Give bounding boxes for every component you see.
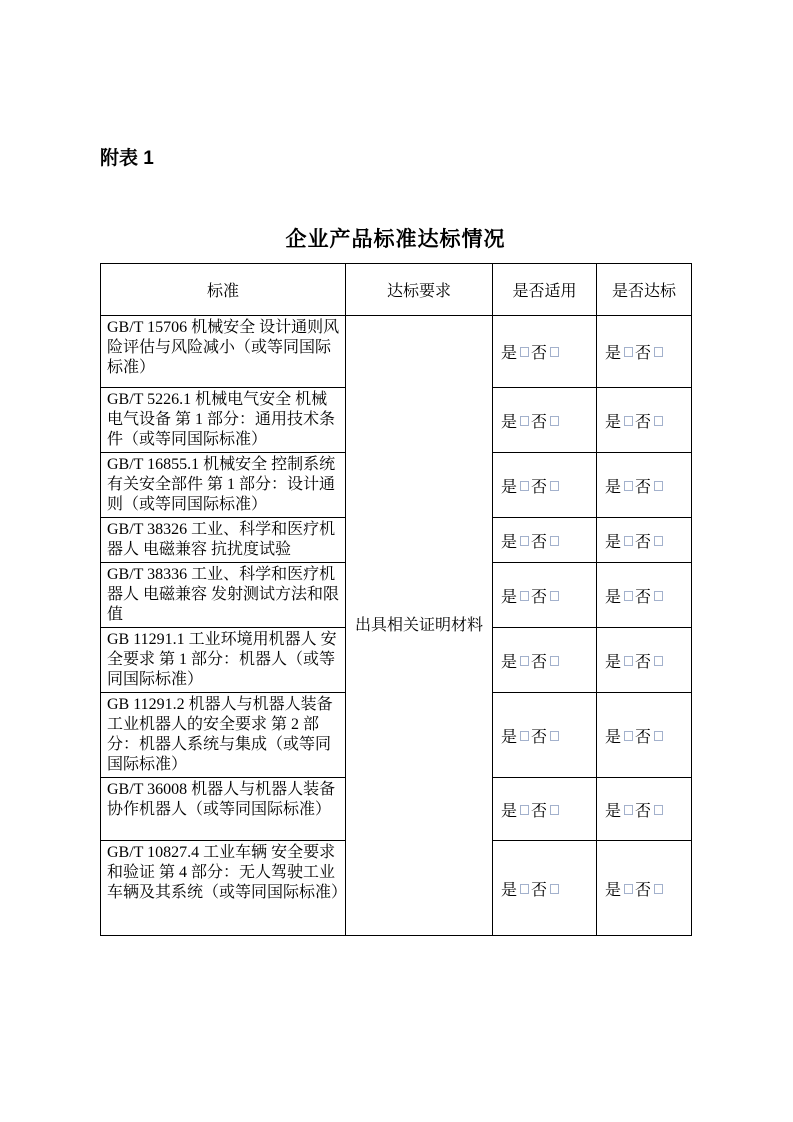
standard-cell: GB/T 38326 工业、科学和医疗机器人 电磁兼容 抗扰度试验 xyxy=(101,518,346,563)
no-label: 否 xyxy=(531,345,548,362)
no-checkbox[interactable] xyxy=(654,536,663,546)
no-label: 否 xyxy=(635,588,652,606)
applicable-cell xyxy=(493,628,597,693)
no-label: 否 xyxy=(531,728,548,746)
yes-checkbox[interactable] xyxy=(624,481,633,491)
standards-table xyxy=(100,263,692,936)
column-header-compliant: 是否达标 xyxy=(597,264,692,316)
yes-checkbox[interactable] xyxy=(520,731,529,741)
applicable-cell xyxy=(493,778,597,841)
yes-checkbox[interactable] xyxy=(624,884,633,894)
standard-cell: GB 11291.1 工业环境用机器人 安全要求 第 1 部分：机器人（或等同国际标准） xyxy=(101,628,346,693)
no-label: 否 xyxy=(531,653,548,671)
applicable-cell xyxy=(493,316,597,388)
applicable-cell xyxy=(493,453,597,518)
compliant-cell xyxy=(597,841,692,936)
column-header-standard: 标准 xyxy=(101,264,346,316)
no-label: 否 xyxy=(635,478,652,496)
yes-checkbox[interactable] xyxy=(520,347,529,357)
yes-checkbox[interactable] xyxy=(624,731,633,741)
compliant-cell xyxy=(597,453,692,518)
yes-checkbox[interactable] xyxy=(520,884,529,894)
attachment-label: 附表 1 xyxy=(100,148,154,169)
compliant-cell xyxy=(597,563,692,628)
yes-label: 是 xyxy=(501,413,518,431)
yes-checkbox[interactable] xyxy=(520,656,529,666)
applicable-cell xyxy=(493,841,597,936)
no-checkbox[interactable] xyxy=(550,656,559,666)
yes-label: 是 xyxy=(605,881,622,899)
no-checkbox[interactable] xyxy=(550,884,559,894)
no-checkbox[interactable] xyxy=(654,416,663,426)
no-checkbox[interactable] xyxy=(654,481,663,491)
applicable-cell xyxy=(493,563,597,628)
yes-label: 是 xyxy=(501,588,518,606)
yes-label: 是 xyxy=(605,345,622,362)
no-label: 否 xyxy=(635,728,652,746)
no-label: 否 xyxy=(635,802,652,820)
yes-label: 是 xyxy=(501,802,518,820)
standard-cell: GB/T 15706 机械安全 设计通则风险评估与风险减小（或等同国际标准） xyxy=(101,316,346,388)
yes-checkbox[interactable] xyxy=(624,805,633,815)
no-checkbox[interactable] xyxy=(550,536,559,546)
yes-label: 是 xyxy=(501,881,518,899)
compliant-cell xyxy=(597,316,692,388)
yes-label: 是 xyxy=(501,653,518,671)
standard-cell: GB/T 16855.1 机械安全 控制系统有关安全部件 第 1 部分：设计通则（或等同国际标准） xyxy=(101,453,346,518)
yes-checkbox[interactable] xyxy=(624,536,633,546)
no-label: 否 xyxy=(531,478,548,496)
compliant-cell xyxy=(597,518,692,563)
yes-label: 是 xyxy=(605,413,622,431)
no-checkbox[interactable] xyxy=(654,347,663,357)
yes-label: 是 xyxy=(605,478,622,496)
no-checkbox[interactable] xyxy=(550,805,559,815)
no-checkbox[interactable] xyxy=(550,347,559,357)
yes-label: 是 xyxy=(501,478,518,496)
no-checkbox[interactable] xyxy=(550,731,559,741)
yes-checkbox[interactable] xyxy=(520,536,529,546)
yes-label: 是 xyxy=(605,533,622,551)
no-checkbox[interactable] xyxy=(654,731,663,741)
column-header-requirement: 达标要求 xyxy=(346,264,493,316)
yes-label: 是 xyxy=(501,533,518,551)
yes-checkbox[interactable] xyxy=(624,656,633,666)
standard-cell: GB/T 5226.1 机械电气安全 机械电气设备 第 1 部分：通用技术条件（或等同国际标准） xyxy=(101,388,346,453)
no-checkbox[interactable] xyxy=(654,656,663,666)
yes-label: 是 xyxy=(605,588,622,606)
compliant-cell xyxy=(597,693,692,778)
yes-checkbox[interactable] xyxy=(624,591,633,601)
no-label: 否 xyxy=(531,413,548,431)
applicable-cell xyxy=(493,388,597,453)
yes-checkbox[interactable] xyxy=(520,805,529,815)
standard-cell: GB 11291.2 机器人与机器人装备 工业机器人的安全要求 第 2 部分：机器人系统与集成（或等同国际标准） xyxy=(101,693,346,778)
standard-cell: GB/T 38336 工业、科学和医疗机器人 电磁兼容 发射测试方法和限值 xyxy=(101,563,346,628)
yes-checkbox[interactable] xyxy=(624,347,633,357)
standards-table-body xyxy=(101,316,692,936)
column-header-applicable: 是否适用 xyxy=(493,264,597,316)
no-label: 否 xyxy=(635,345,652,362)
requirement-cell: 出具相关证明材料 xyxy=(346,316,493,936)
no-label: 否 xyxy=(635,533,652,551)
standard-cell: GB/T 10827.4 工业车辆 安全要求和验证 第 4 部分：无人驾驶工业车辆及其系统（或等同国际标准） xyxy=(101,841,346,936)
table-row xyxy=(101,316,692,388)
no-label: 否 xyxy=(531,588,548,606)
no-checkbox[interactable] xyxy=(654,805,663,815)
no-checkbox[interactable] xyxy=(550,481,559,491)
yes-checkbox[interactable] xyxy=(520,416,529,426)
compliant-cell xyxy=(597,628,692,693)
no-checkbox[interactable] xyxy=(654,591,663,601)
no-label: 否 xyxy=(531,802,548,820)
no-label: 否 xyxy=(531,881,548,899)
yes-label: 是 xyxy=(501,345,518,362)
standard-cell: GB/T 36008 机器人与机器人装备 协作机器人（或等同国际标准） xyxy=(101,778,346,841)
no-checkbox[interactable] xyxy=(550,416,559,426)
yes-checkbox[interactable] xyxy=(520,481,529,491)
applicable-cell xyxy=(493,518,597,563)
yes-label: 是 xyxy=(605,728,622,746)
no-label: 否 xyxy=(635,881,652,899)
no-checkbox[interactable] xyxy=(550,591,559,601)
no-label: 否 xyxy=(635,653,652,671)
yes-checkbox[interactable] xyxy=(520,591,529,601)
yes-label: 是 xyxy=(605,653,622,671)
no-label: 否 xyxy=(635,413,652,431)
table-header-row xyxy=(101,264,692,316)
compliant-cell xyxy=(597,778,692,841)
applicable-cell xyxy=(493,693,597,778)
yes-checkbox[interactable] xyxy=(624,416,633,426)
no-checkbox[interactable] xyxy=(654,884,663,894)
no-label: 否 xyxy=(531,533,548,551)
page-title: 企业产品标准达标情况 xyxy=(285,228,506,251)
compliant-cell xyxy=(597,388,692,453)
yes-label: 是 xyxy=(501,728,518,746)
yes-label: 是 xyxy=(605,802,622,820)
